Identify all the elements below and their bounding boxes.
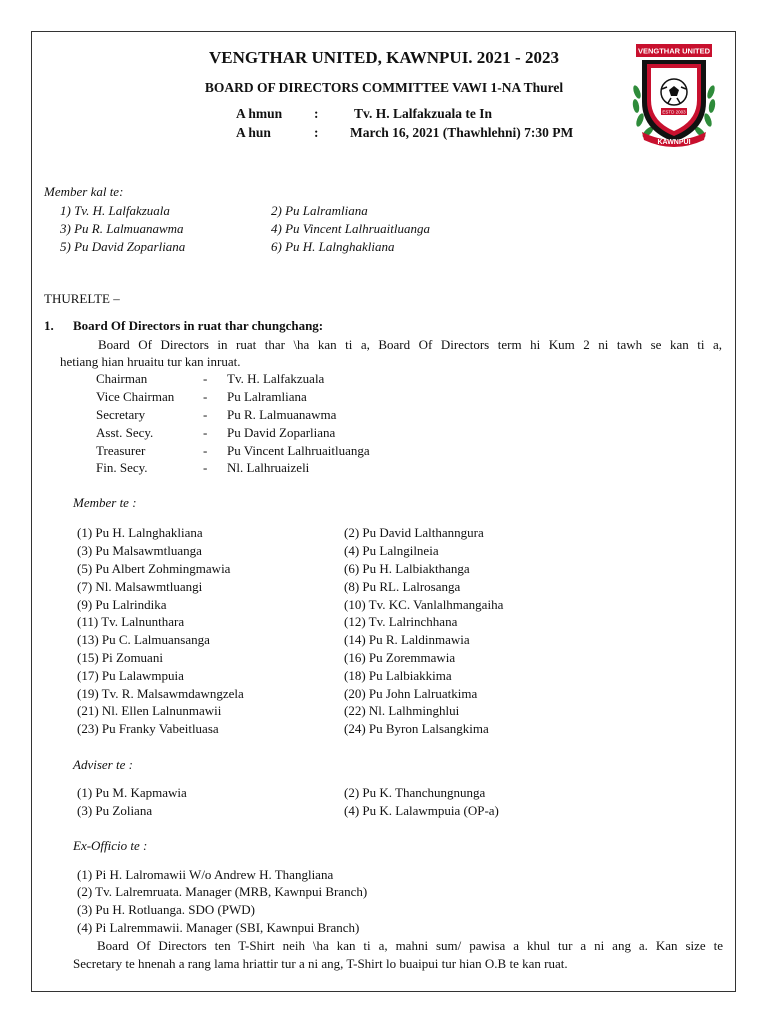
member-item: (6) Pu H. Lalbiakthanga	[344, 561, 470, 576]
club-logo	[628, 40, 720, 150]
member-present-item: 5) Pu David Zoparliana	[60, 239, 186, 254]
officer-name: Nl. Lalhruaizeli	[227, 460, 310, 475]
meta-value-date: March 16, 2021 (Thawhlehni) 7:30 PM	[350, 125, 574, 140]
officer-dash: -	[203, 407, 208, 422]
member-item: (17) Pu Lalawmpuia	[77, 668, 184, 683]
adviser-item: (4) Pu K. Lalawmpuia (OP-a)	[344, 803, 499, 818]
meta-label-date: A hun	[236, 125, 271, 140]
member-present-item: 6) Pu H. Lalnghakliana	[271, 239, 395, 254]
officer-name: Pu David Zoparliana	[227, 425, 336, 440]
officer-name: Pu Vincent Lalhruaitluanga	[227, 443, 370, 458]
exofficio-item: (3) Pu H. Rotluanga. SDO (PWD)	[77, 902, 256, 917]
member-item: (23) Pu Franky Vabeitluasa	[77, 721, 219, 736]
officer-role: Chairman	[96, 371, 148, 386]
officer-dash: -	[203, 460, 208, 475]
document-subtitle: BOARD OF DIRECTORS COMMITTEE VAWI 1-NA Thurel	[204, 80, 564, 95]
member-present-item: 4) Pu Vincent Lalhruaitluanga	[271, 221, 430, 236]
member-item: (9) Pu Lalrindika	[77, 597, 167, 612]
member-item: (1) Pu H. Lalnghakliana	[77, 525, 203, 540]
member-present-item: 1) Tv. H. Lalfakzuala	[60, 203, 170, 218]
officer-dash: -	[203, 425, 208, 440]
officer-dash: -	[203, 389, 208, 404]
member-item: (22) Nl. Lalhminghlui	[344, 703, 460, 718]
member-item: (10) Tv. KC. Vanlalhmangaiha	[344, 597, 504, 612]
officer-role: Secretary	[96, 407, 146, 422]
member-item: (5) Pu Albert Zohmingmawia	[77, 561, 231, 576]
meta-value-venue: Tv. H. Lalfakzuala te In	[354, 106, 493, 121]
member-present-item: 2) Pu Lalramliana	[271, 203, 368, 218]
members-heading: Member te :	[73, 495, 137, 510]
member-item: (19) Tv. R. Malsawmdawngzela	[77, 686, 244, 701]
member-item: (12) Tv. Lalrinchhana	[344, 614, 458, 629]
officer-dash: -	[203, 443, 208, 458]
tshirt-paragraph-line: Board Of Directors ten T-Shirt neih \ha kan ti a, mahni sum/ pawisa a khul tur a ni ang a. Kan size te	[97, 938, 723, 953]
meta-sep-venue: :	[314, 106, 319, 121]
officer-role: Vice Chairman	[96, 389, 175, 404]
svg-text:VENGTHAR UNITED: VENGTHAR UNITED	[637, 46, 711, 56]
meta-sep-date: :	[314, 125, 319, 140]
member-item: (7) Nl. Malsawmtluangi	[77, 579, 203, 594]
section-paragraph-line: Board Of Directors in ruat thar \ha kan ti a, Board Of Directors term hi Kum 2 ni tawh se kan ti a,	[98, 337, 722, 352]
member-item: (24) Pu Byron Lalsangkima	[344, 721, 489, 736]
meta-label-venue: A hmun	[236, 106, 283, 121]
members-present-heading: Member kal te:	[44, 184, 124, 199]
officer-name: Pu R. Lalmuanawma	[227, 407, 337, 422]
officer-role: Asst. Secy.	[96, 425, 154, 440]
officer-role: Fin. Secy.	[96, 460, 148, 475]
adviser-item: (2) Pu K. Thanchungnunga	[344, 785, 486, 800]
member-item: (13) Pu C. Lalmuansanga	[77, 632, 210, 647]
section-number: 1.	[44, 318, 54, 333]
adviser-item: (3) Pu Zoliana	[77, 803, 153, 818]
svg-text:KAWNPUI: KAWNPUI	[657, 139, 691, 146]
adviser-item: (1) Pu M. Kapmawia	[77, 785, 187, 800]
exofficio-item: (4) Pi Lalremmawii. Manager (SBI, Kawnpui Branch)	[77, 920, 360, 935]
member-item: (2) Pu David Lalthanngura	[344, 525, 484, 540]
member-item: (4) Pu Lalngilneia	[344, 543, 439, 558]
member-item: (18) Pu Lalbiakkima	[344, 668, 452, 683]
member-item: (3) Pu Malsawmtluanga	[77, 543, 202, 558]
member-item: (16) Pu Zoremmawia	[344, 650, 456, 665]
member-item: (8) Pu RL. Lalrosanga	[344, 579, 461, 594]
officer-role: Treasurer	[96, 443, 146, 458]
section-heading: Board Of Directors in ruat thar chungchang:	[73, 318, 324, 333]
advisers-heading: Adviser te :	[73, 757, 133, 772]
officer-name: Pu Lalramliana	[227, 389, 307, 404]
member-present-item: 3) Pu R. Lalmuanawma	[60, 221, 184, 236]
officer-name: Tv. H. Lalfakzuala	[227, 371, 325, 386]
member-item: (15) Pi Zomuani	[77, 650, 163, 665]
member-item: (11) Tv. Lalnunthara	[77, 614, 185, 629]
svg-text:ESTD 2003: ESTD 2003	[662, 109, 686, 115]
member-item: (21) Nl. Ellen Lalnunmawii	[77, 703, 222, 718]
resolutions-heading: THURELTE –	[44, 291, 120, 306]
member-item: (20) Pu John Lalruatkima	[344, 686, 478, 701]
tshirt-paragraph-line: Secretary te hnenah a rang lama hriattir tur a ni ang, T-Shirt lo buaipui tur hian O.B te kan ruat.	[73, 956, 568, 971]
exofficio-item: (2) Tv. Lalremruata. Manager (MRB, Kawnpui Branch)	[77, 884, 368, 899]
exofficio-heading: Ex-Officio te :	[73, 838, 148, 853]
section-paragraph-line: hetiang hian hruaitu tur kan inruat.	[60, 354, 241, 369]
officer-dash: -	[203, 371, 208, 386]
exofficio-item: (1) Pi H. Lalromawii W/o Andrew H. Thangliana	[77, 867, 334, 882]
document-title: VENGTHAR UNITED, KAWNPUI. 2021 - 2023	[209, 48, 559, 67]
member-item: (14) Pu R. Laldinmawia	[344, 632, 470, 647]
